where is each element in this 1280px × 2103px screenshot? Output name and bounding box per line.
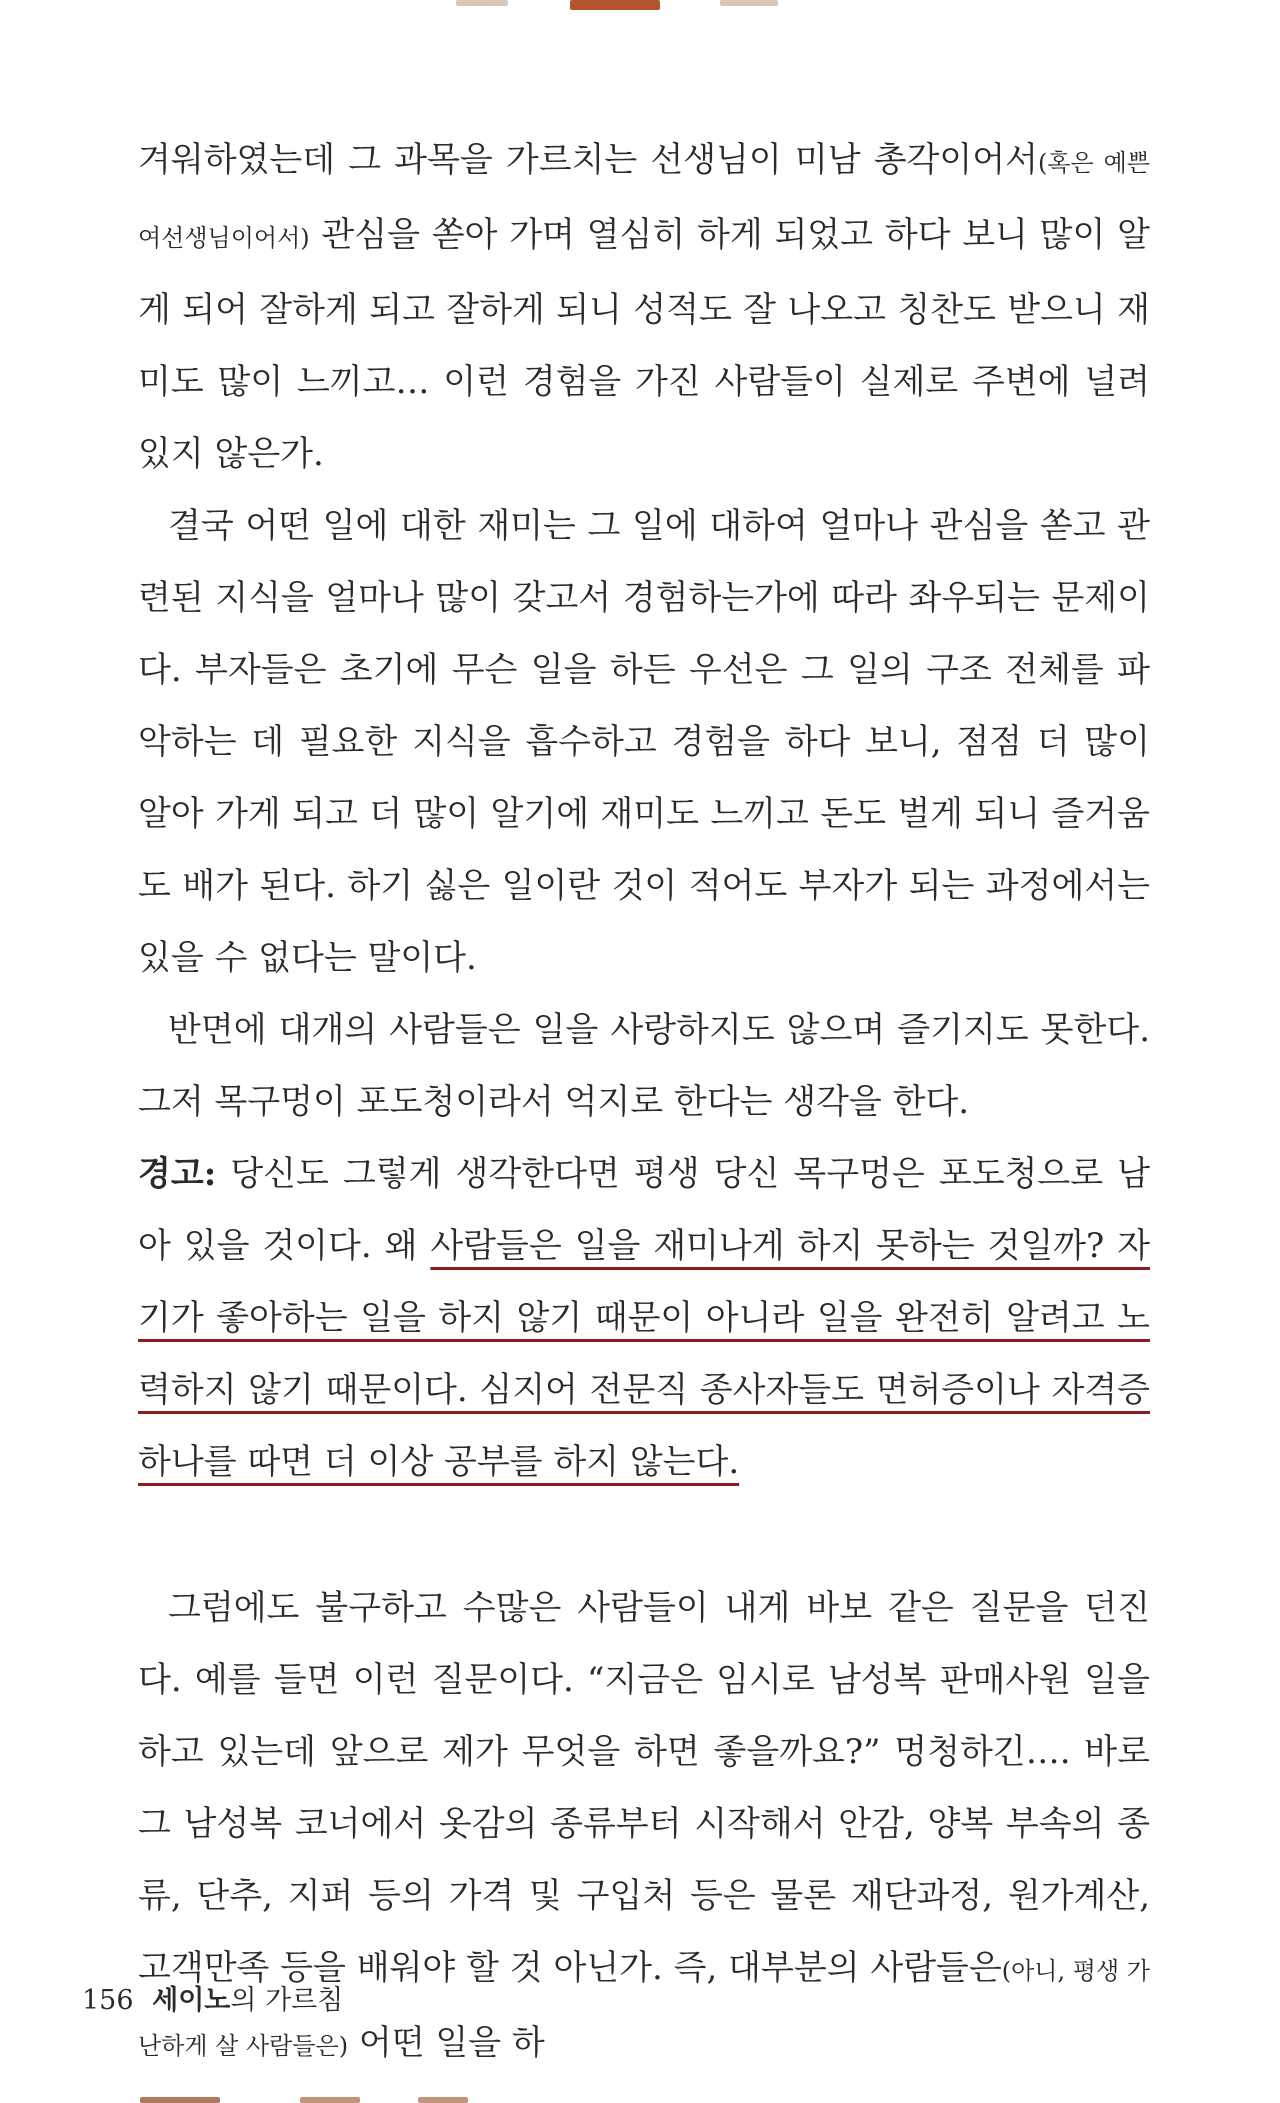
paragraph-1-text-b: 관심을 쏟아 가며 열심히 하게 되었고 하다 보니 많이 알게 되어 잘하게 되고 잘하게 되니 성적도 잘 나오고 칭찬도 받으니 재미도 많이 느끼고… 이런 경험을 가진 사람들이 실제로 주변에 널려 있지 않은가. (138, 215, 1150, 474)
paragraph-1-text-a: 겨워하였는데 그 과목을 가르치는 선생님이 미남 총각이어서 (138, 140, 1038, 180)
paragraph-1 (138, 124, 1150, 490)
page-footer (82, 1978, 343, 2017)
paragraph-5-text-b: 어떤 일을 하 (348, 2023, 545, 2063)
paragraph-3: 반면에 대개의 사람들은 일을 사랑하지도 않으며 즐기지도 못한다. 그저 목구멍이 포도청이라서 억지로 한다는 생각을 한다. (138, 1010, 1150, 1122)
paragraph-5-note: (아니, 평생 가난하게 살 사람들은) (138, 1957, 1150, 2060)
bottom-edge-mark (300, 2097, 360, 2103)
bottom-edge-mark (140, 2097, 220, 2103)
page-number: 156 (82, 1985, 134, 2016)
bottom-edge-mark (418, 2097, 468, 2103)
section-spacer (138, 1498, 1150, 1572)
paragraph-1-note: (혹은 예쁜 여선생님이어서) (138, 149, 1150, 252)
warning-label: 경고: (138, 1154, 217, 1194)
page-body (138, 124, 1150, 2082)
paragraph-5-text-a: 그럼에도 불구하고 수많은 사람들이 내게 바보 같은 질문을 던진다. 예를 들면 이런 질문이다. “지금은 임시로 남성복 판매사원 일을 하고 있는데 앞으로 제가 무엇을 하면 좋을까요?” 멍청하긴…. 바로 그 남성복 코너에서 옷감의 종류부터 시작해서 안감, 양복 부속의 종류, 단추, 지퍼 등의 가격 및 구입처 등은 물론 재단과정, 원가계산, 고객만족 등을 배워야 할 것 아닌가. 즉, 대부분의 사람들은 (138, 1588, 1150, 1988)
book-title-suffix: 의 가르침 (230, 1985, 344, 2016)
paragraph-2: 결국 어떤 일에 대한 재미는 그 일에 대하여 얼마나 관심을 쏟고 관련된 지식을 얼마나 많이 갖고서 경험하는가에 따라 좌우되는 문제이다. 부자들은 초기에 무슨 일을 하든 우선은 그 일의 구조 전체를 파악하는 데 필요한 지식을 흡수하고 경험을 하다 보니, 점점 더 많이 알아 가게 되고 더 많이 알기에 재미도 느끼고 돈도 벌게 되니 즐거움도 배가 된다. 하기 싫은 일이란 것이 적어도 부자가 되는 과정에서는 있을 수 없다는 말이다. (138, 506, 1150, 978)
top-edge-mark (570, 0, 660, 10)
book-title: 세이노 (152, 1985, 231, 2016)
top-edge-mark (456, 0, 508, 6)
paragraph-warning (138, 1138, 1150, 1498)
warning-underlined-text: 사람들은 일을 재미나게 하지 못하는 것일까? 자기가 좋아하는 일을 하지 않기 때문이 아니라 일을 완전히 알려고 노력하지 않기 때문이다. 심지어 전문직 종사자들도 면허증이나 자격증 하나를 따면 더 이상 공부를 하지 않는다. (138, 1226, 1150, 1482)
top-edge-mark (720, 0, 778, 6)
warning-text: 당신도 그렇게 생각한다면 평생 당신 목구멍은 포도청으로 남아 있을 것이다. 왜 (138, 1154, 1150, 1266)
